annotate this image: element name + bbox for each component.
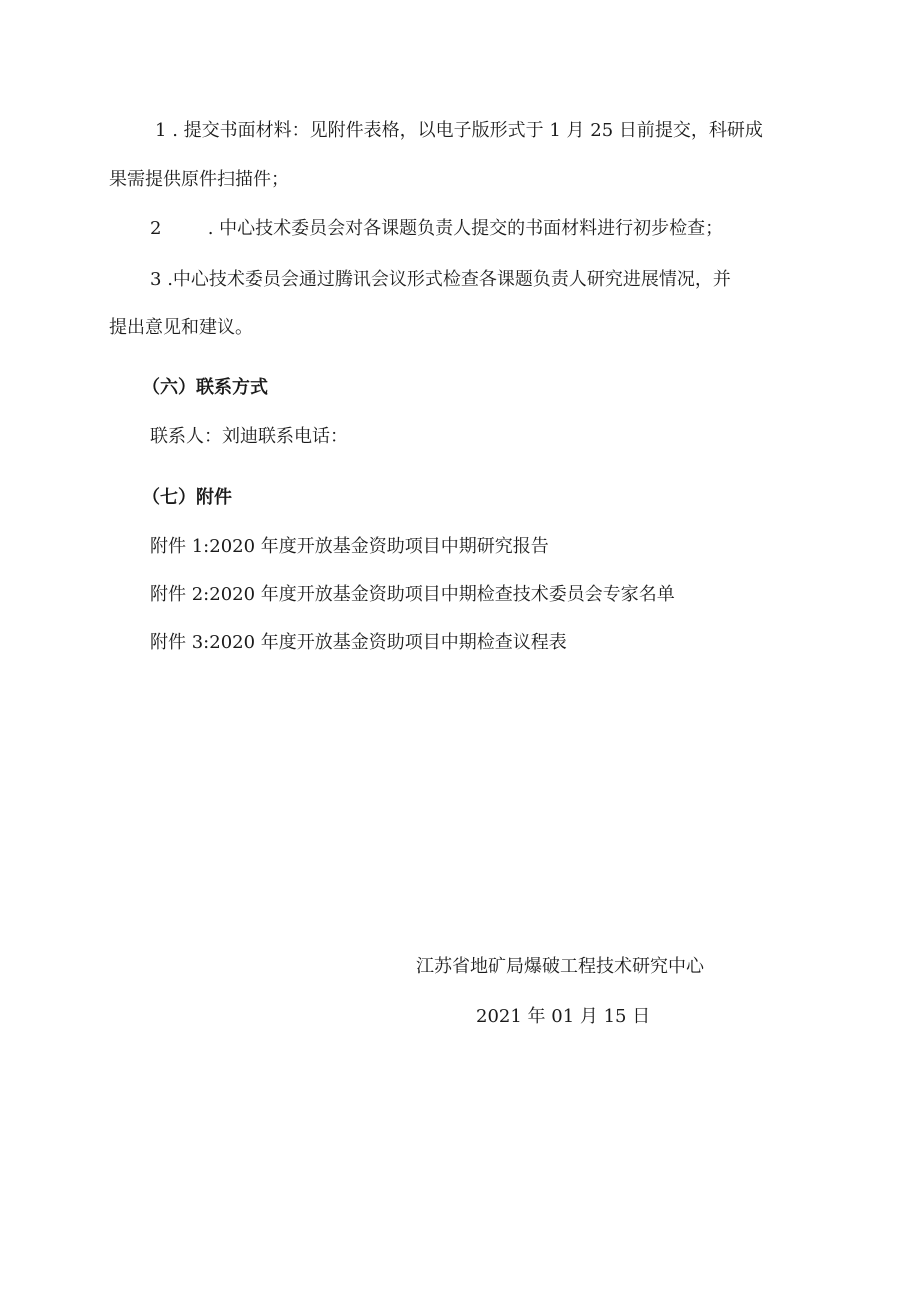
item3-number: 3	[150, 269, 162, 290]
item3-line1	[150, 268, 731, 292]
item2-line	[150, 217, 723, 241]
contact-text: 联系人：刘迪联系电话：	[150, 426, 348, 447]
attachment-item-2: 附件 2:2020 年度开放基金资助项目中期检查技术委员会专家名单	[150, 584, 675, 605]
attachments-heading: （七）附件	[142, 487, 232, 508]
item1-text: . 提交书面材料：见附件表格，以电子版形式于 1 月 25 日前提交，科研成	[172, 120, 763, 141]
item1-number: 1	[155, 120, 167, 141]
attachment-item-1: 附件 1:2020 年度开放基金资助项目中期研究报告	[150, 536, 549, 557]
item2-text: . 中心技术委员会对各课题负责人提交的书面材料进行初步检查；	[207, 218, 724, 239]
item2-number: 2	[150, 218, 162, 239]
item1-line2: 果需提供原件扫描件；	[109, 169, 289, 190]
signature-organization: 江苏省地矿局爆破工程技术研究中心	[416, 956, 704, 977]
attachment-item-3: 附件 3:2020 年度开放基金资助项目中期检查议程表	[150, 632, 567, 653]
item1-line1	[155, 119, 763, 143]
contact-heading: （六）联系方式	[142, 377, 268, 398]
signature-date: 2021 年 01 月 15 日	[476, 1006, 651, 1027]
item3-line2: 提出意见和建议。	[109, 317, 253, 338]
item3-text: .中心技术委员会通过腾讯会议形式检查各课题负责人研究进展情况，并	[167, 269, 731, 290]
